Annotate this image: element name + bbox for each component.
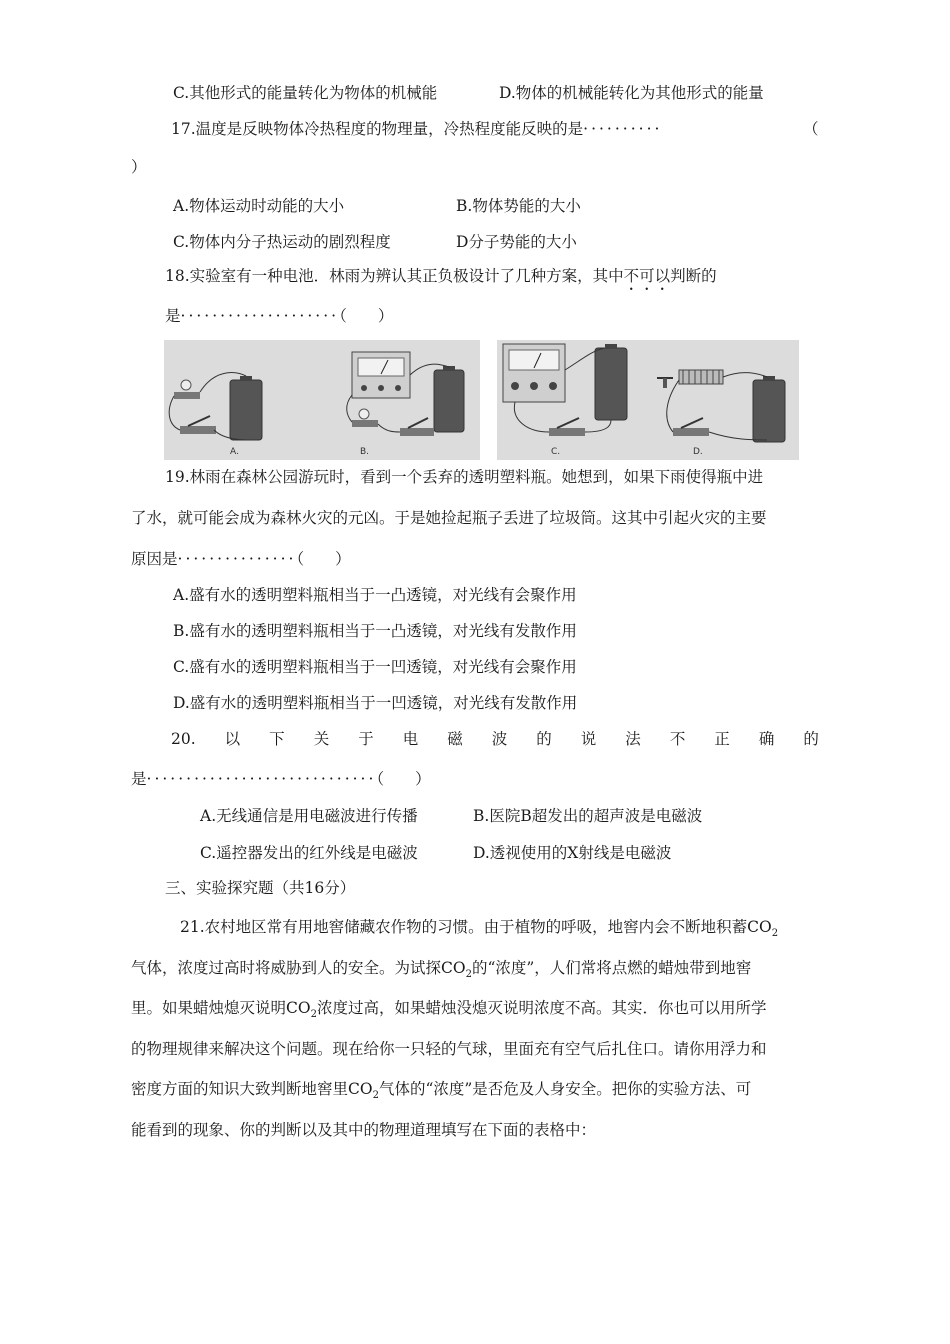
q20-char: 确 — [758, 730, 775, 748]
switch-b-lever — [408, 418, 428, 428]
switch-a — [180, 426, 216, 434]
q20-line2-start: 是 — [131, 770, 147, 788]
q20-option-a: A.无线通信是用电磁波进行传播 — [200, 807, 418, 825]
figure-label-b: B. — [360, 447, 370, 457]
q21-line2 — [131, 958, 751, 985]
q19-paren: （ ） — [296, 550, 351, 568]
q17-paren-close: ） — [131, 158, 147, 176]
q21-line3-subscript: 2 — [310, 1009, 317, 1021]
q18-figure-ab — [164, 340, 480, 460]
q21-line1-text: 21.农村地区常有用地窖储藏农作物的习惯。由于植物的呼吸，地窖内会不断地积蓄CO — [180, 918, 772, 936]
q17-option-c: C.物体内分子热运动的剧烈程度 — [173, 233, 391, 251]
q18-stem — [165, 266, 717, 294]
q21-line1-subscript: 2 — [771, 928, 779, 940]
bulb-a — [181, 380, 191, 390]
figure-label-d: D. — [693, 447, 703, 457]
section-3-title: 三、实验探究题（共16分） — [165, 879, 356, 897]
meter-b-knob-1 — [361, 385, 367, 391]
circuit-diagram-ab — [164, 340, 480, 460]
switch-c-lever — [557, 418, 579, 428]
q20-option-c: C.遥控器发出的红外线是电磁波 — [200, 844, 418, 862]
q21-line5-b: 气体的“浓度”是否危及人身安全。把你的实验方法、可 — [378, 1080, 752, 1098]
compass-stand-d — [663, 378, 667, 388]
meter-c-knob-1 — [511, 382, 519, 390]
switch-c — [549, 428, 585, 436]
q20-char: 电 — [402, 730, 419, 748]
q20-char: 磁 — [447, 730, 463, 748]
q18-stem-before: 18.实验室有一种电池．林雨为辨认其正负极设计了几种方案，其中 — [165, 267, 624, 285]
q19-line1: 19.林雨在森林公园游玩时，看到一个丢弃的透明塑料瓶。她想到，如果下雨使得瓶中进 — [165, 468, 764, 486]
q20-char: 法 — [625, 730, 641, 748]
wire-c1 — [514, 402, 549, 432]
q17-dots: ·········· — [583, 120, 663, 138]
q19-line3-start: 原因是 — [131, 550, 178, 568]
q21-line3-b: 浓度过高，如果蜡烛没熄灭说明浓度不高。其实．你也可以用所学 — [316, 999, 767, 1017]
q21-line4: 的物理规律来解决这个问题。现在给你一只轻的气球，里面充有空气后扎住口。请你用浮力和 — [131, 1040, 767, 1058]
bulb-b — [359, 409, 369, 419]
battery-d — [753, 380, 785, 442]
figure-label-a: A. — [230, 447, 239, 457]
q20-char: 的 — [536, 730, 552, 748]
meter-b-knob-3 — [395, 385, 401, 391]
q19-option-b: B.盛有水的透明塑料瓶相当于一凸透镜，对光线有发散作用 — [173, 622, 577, 640]
figure-label-c: C. — [551, 447, 561, 457]
q17-option-b: B.物体势能的大小 — [456, 197, 581, 215]
q21-line5-a: 密度方面的知识大致判断地窖里CO — [131, 1080, 373, 1098]
switch-d — [673, 428, 709, 436]
q16-option-d: D.物体的机械能转化为其他形式的能量 — [499, 84, 764, 102]
q19-option-a: A.盛有水的透明塑料瓶相当于一凸透镜，对光线有会聚作用 — [173, 586, 577, 604]
bulb-base-b — [352, 420, 378, 427]
switch-b — [400, 428, 434, 436]
q21-line2-a: 气体，浓度过高时将威胁到人的安全。为试探CO — [131, 959, 466, 977]
q21-line2-subscript: 2 — [465, 969, 472, 981]
q18-line2-start: 是 — [165, 307, 181, 325]
q18-figure-cd — [497, 340, 799, 460]
battery-c-terminal — [605, 344, 617, 349]
q20-char: 波 — [491, 730, 508, 748]
q19-option-d: D.盛有水的透明塑料瓶相当于一凹透镜，对光线有发散作用 — [173, 694, 578, 712]
q20-char: 以 — [224, 730, 241, 748]
q20-char: 20. — [171, 730, 196, 748]
q18-paren: （ ） — [339, 307, 394, 325]
bulb-base-a — [174, 392, 200, 399]
wire-c2 — [585, 420, 611, 432]
meter-c-knob-2 — [530, 382, 538, 390]
switch-a-lever — [188, 416, 210, 426]
q17-paren-open: （ — [803, 120, 819, 138]
q20-stem — [171, 729, 819, 749]
battery-a-terminal — [240, 376, 252, 381]
q19-option-c: C.盛有水的透明塑料瓶相当于一凹透镜，对光线有会聚作用 — [173, 658, 577, 676]
q20-char: 的 — [803, 730, 819, 748]
battery-c — [595, 348, 627, 420]
wire-a3 — [169, 396, 180, 430]
q20-line2 — [131, 769, 431, 789]
q21-line5-subscript: 2 — [372, 1090, 379, 1102]
battery-d-terminal — [763, 376, 775, 381]
q18-line2 — [165, 306, 393, 326]
q20-option-b: B.医院B超发出的超声波是电磁波 — [473, 807, 703, 825]
q17-stem — [171, 119, 662, 139]
q20-char: 下 — [269, 730, 285, 748]
q20-char: 正 — [714, 730, 730, 748]
battery-a — [230, 380, 262, 440]
q17-stem-text: 17.温度是反映物体冷热程度的物理量，冷热程度能反映的是 — [171, 120, 584, 138]
wire-b2 — [347, 395, 352, 422]
q20-dots: ····························· — [146, 770, 377, 788]
q20-char: 于 — [358, 730, 374, 748]
q18-stem-emphasis: 不可以 — [623, 267, 671, 285]
q18-stem-after: 判断的 — [670, 267, 717, 285]
meter-c-knob-3 — [549, 382, 557, 390]
q19-dots: ··············· — [177, 550, 297, 568]
wire-b3 — [378, 424, 400, 432]
wire-d1 — [723, 372, 767, 377]
q19-line3 — [131, 549, 351, 569]
q21-line3-a: 里。如果蜡烛熄灭说明CO — [131, 999, 311, 1017]
q20-char: 说 — [580, 730, 597, 748]
q19-line2: 了水，就可能会成为森林火灾的元凶。于是她捡起瓶子丢进了垃圾筒。这其中引起火灾的主要 — [131, 509, 767, 527]
q21-line1 — [180, 917, 778, 944]
wire-d2 — [667, 380, 679, 432]
q20-paren: （ ） — [376, 770, 431, 788]
q21-line3 — [131, 998, 766, 1025]
q17-option-a: A.物体运动时动能的大小 — [173, 197, 345, 215]
q21-line5 — [131, 1079, 751, 1106]
switch-d-lever — [681, 418, 703, 428]
q20-char: 不 — [669, 730, 686, 748]
q20-option-d: D.透视使用的X射线是电磁波 — [473, 844, 672, 862]
q16-option-c: C.其他形式的能量转化为物体的机械能 — [173, 84, 438, 102]
q20-char: 关 — [313, 730, 330, 748]
q17-option-d: D分子势能的大小 — [456, 233, 577, 251]
battery-b — [434, 370, 464, 432]
q18-dots: ···················· — [180, 307, 340, 325]
q21-line6: 能看到的现象、你的判断以及其中的物理道理填写在下面的表格中： — [131, 1121, 597, 1139]
q21-line2-b: 的“浓度”，人们常将点燃的蜡烛带到地窖 — [471, 959, 752, 977]
circuit-diagram-cd — [497, 340, 799, 460]
meter-b-knob-2 — [378, 385, 384, 391]
